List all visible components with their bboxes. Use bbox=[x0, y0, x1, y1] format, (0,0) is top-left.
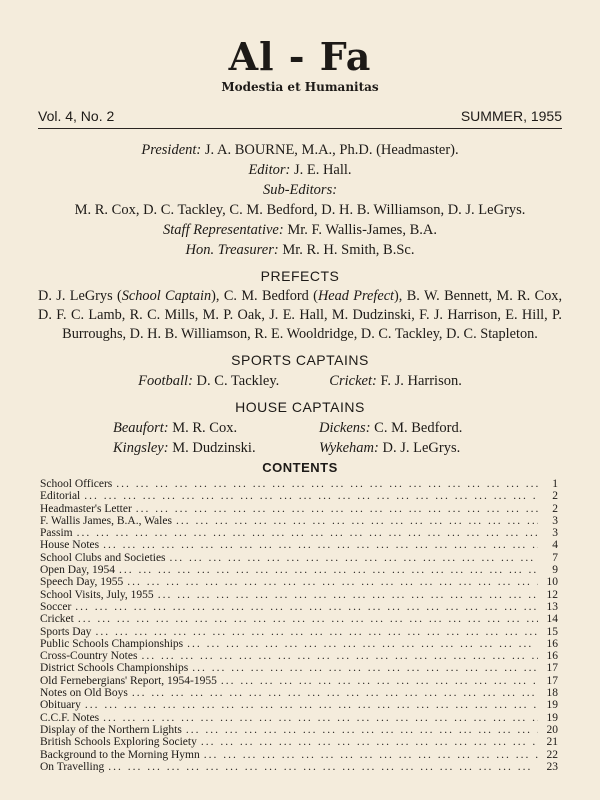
contents-heading: CONTENTS bbox=[262, 460, 338, 475]
toc-title: Soccer bbox=[40, 600, 72, 613]
list-item bbox=[40, 638, 558, 650]
cricket-captain: Cricket: F. J. Harrison. bbox=[329, 373, 462, 389]
list-item bbox=[40, 699, 558, 711]
toc-leader bbox=[141, 650, 538, 662]
list-item bbox=[40, 712, 558, 724]
prefects-list: D. J. LeGrys (School Captain), C. M. Bedford (Head Prefect), B. W. Bennett, M. R. Cox, D. F. C. Lamb, R. C. Mills, M. P. Oak, J. E. Hall, M. Dudzinski, F. J. Harrison, E. Hill, P. Burroughs, D. H. B. Williamson, R. E. Wooldridge, D. C. Tackley, D. C. Stapleton. bbox=[38, 288, 563, 342]
toc-title: Open Day, 1954 bbox=[40, 564, 115, 577]
toc-title: Obituary bbox=[40, 699, 81, 712]
toc-leader bbox=[170, 552, 538, 564]
toc-title: District Schools Championships bbox=[40, 662, 189, 675]
sub-editors-line: M. R. Cox, D. C. Tackley, C. M. Bedford, D. H. B. Williamson, D. J. LeGrys. bbox=[74, 202, 526, 218]
toc-title: Notes on Old Boys bbox=[40, 687, 128, 700]
toc-title: British Schools Exploring Society bbox=[40, 736, 197, 749]
list-item bbox=[40, 749, 558, 761]
toc-leader bbox=[186, 724, 538, 736]
toc-page: 7 bbox=[552, 551, 558, 564]
toc-leader bbox=[103, 712, 538, 724]
toc-page: 2 bbox=[552, 490, 558, 503]
toc-page: 14 bbox=[546, 613, 558, 626]
toc-page: 13 bbox=[546, 600, 558, 613]
toc-leader bbox=[75, 601, 538, 613]
toc-leader bbox=[127, 576, 538, 588]
toc-title: Public Schools Championships bbox=[40, 637, 184, 650]
toc-title: Speech Day, 1955 bbox=[40, 576, 124, 589]
sub-editors-label: Sub-Editors: bbox=[262, 182, 338, 198]
toc-page: 15 bbox=[546, 625, 558, 638]
list-item bbox=[40, 490, 558, 502]
toc-leader bbox=[77, 527, 538, 539]
toc-title: Sports Day bbox=[40, 625, 92, 638]
toc-leader bbox=[119, 564, 538, 576]
school-motto: Modestia et Humanitas bbox=[221, 80, 379, 94]
toc-title: C.C.F. Notes bbox=[40, 711, 100, 724]
toc-title: House Notes bbox=[40, 539, 100, 552]
wykeham-captain: Wykeham: D. J. LeGrys. bbox=[319, 440, 461, 456]
list-item bbox=[40, 675, 558, 687]
list-item bbox=[40, 724, 558, 736]
header-rule bbox=[38, 128, 562, 129]
toc-page: 20 bbox=[546, 723, 558, 736]
toc-title: Editorial bbox=[40, 490, 81, 503]
toc-page: 3 bbox=[552, 527, 558, 540]
toc-page: 21 bbox=[546, 736, 558, 749]
dickens-captain: Dickens: C. M. Bedford. bbox=[319, 420, 463, 436]
list-item bbox=[40, 576, 558, 588]
list-item bbox=[40, 626, 558, 638]
toc-title: Cricket bbox=[40, 613, 74, 626]
house-captains-heading: HOUSE CAPTAINS bbox=[235, 399, 365, 415]
toc-leader bbox=[132, 687, 538, 699]
toc-leader bbox=[192, 662, 538, 674]
list-item bbox=[40, 503, 558, 515]
issue-season: SUMMER, 1955 bbox=[460, 108, 562, 124]
officers-section bbox=[38, 140, 562, 458]
list-item bbox=[40, 662, 558, 674]
toc-page: 2 bbox=[552, 502, 558, 515]
toc-title: Old Fernebergians' Report, 1954-1955 bbox=[40, 674, 217, 687]
toc-leader bbox=[78, 613, 538, 625]
toc-leader bbox=[136, 503, 538, 515]
list-item bbox=[40, 601, 558, 613]
toc-leader bbox=[116, 478, 538, 490]
toc-leader bbox=[95, 626, 538, 638]
toc-title: F. Wallis James, B.A., Wales bbox=[40, 514, 172, 527]
toc-page: 16 bbox=[546, 637, 558, 650]
toc-title: Display of the Northern Lights bbox=[40, 723, 182, 736]
editor-line: Editor: J. E. Hall. bbox=[248, 162, 352, 178]
toc-page: 23 bbox=[546, 760, 558, 773]
list-item bbox=[40, 589, 558, 601]
kingsley-captain: Kingsley: M. Dudzinski. bbox=[113, 440, 256, 456]
toc-title: Cross-Country Notes bbox=[40, 650, 138, 663]
list-item bbox=[40, 761, 558, 773]
toc-leader bbox=[108, 761, 538, 773]
toc-title: School Visits, July, 1955 bbox=[40, 588, 154, 601]
toc-page: 19 bbox=[546, 699, 558, 712]
toc-page: 22 bbox=[546, 748, 558, 761]
prefects-heading: PREFECTS bbox=[260, 268, 340, 284]
toc-leader bbox=[187, 638, 538, 650]
toc-leader bbox=[176, 515, 538, 527]
list-item bbox=[40, 527, 558, 539]
list-item bbox=[40, 478, 558, 490]
list-item bbox=[40, 650, 558, 662]
toc-leader bbox=[201, 736, 538, 748]
toc-leader bbox=[84, 490, 538, 502]
masthead bbox=[0, 36, 600, 94]
toc-leader bbox=[85, 699, 538, 711]
list-item bbox=[40, 552, 558, 564]
football-captain: Football: D. C. Tackley. bbox=[138, 373, 280, 389]
list-item bbox=[40, 687, 558, 699]
list-item bbox=[40, 564, 558, 576]
toc-page: 16 bbox=[546, 650, 558, 663]
toc-page: 1 bbox=[552, 478, 558, 490]
beaufort-captain: Beaufort: M. R. Cox. bbox=[113, 420, 238, 436]
toc-leader bbox=[204, 749, 538, 761]
toc-page: 4 bbox=[552, 539, 558, 552]
list-item bbox=[40, 613, 558, 625]
issue-info bbox=[38, 108, 562, 124]
list-item bbox=[40, 539, 558, 551]
toc-page: 19 bbox=[546, 711, 558, 724]
toc-title: Background to the Morning Hymn bbox=[40, 748, 200, 761]
president-line: President: J. A. BOURNE, M.A., Ph.D. (Headmaster). bbox=[141, 142, 459, 158]
toc-title: Headmaster's Letter bbox=[40, 502, 132, 515]
toc-title: School Officers bbox=[40, 478, 113, 490]
toc-page: 17 bbox=[546, 674, 558, 687]
toc-title: Passim bbox=[40, 527, 73, 540]
toc-page: 12 bbox=[546, 588, 558, 601]
toc-title: School Clubs and Societies bbox=[40, 551, 166, 564]
toc-page: 17 bbox=[546, 662, 558, 675]
volume-number: Vol. 4, No. 2 bbox=[38, 108, 115, 124]
list-item bbox=[40, 515, 558, 527]
house-captains-grid bbox=[38, 418, 562, 458]
staff-rep-line: Staff Representative: Mr. F. Wallis-James, B.A. bbox=[163, 222, 437, 238]
toc-leader bbox=[103, 539, 538, 551]
sports-captains-row bbox=[38, 371, 562, 391]
toc-page: 9 bbox=[552, 564, 558, 577]
sports-captains-heading: SPORTS CAPTAINS bbox=[231, 352, 369, 368]
toc-leader bbox=[158, 589, 538, 601]
toc-leader bbox=[221, 675, 538, 687]
toc-title: On Travelling bbox=[40, 760, 105, 773]
list-item bbox=[40, 736, 558, 748]
toc-page: 18 bbox=[546, 687, 558, 700]
magazine-logo: Al - Fa bbox=[228, 34, 372, 79]
treasurer-line: Hon. Treasurer: Mr. R. H. Smith, B.Sc. bbox=[185, 242, 415, 258]
contents-list bbox=[40, 478, 558, 773]
toc-page: 3 bbox=[552, 514, 558, 527]
toc-page: 10 bbox=[546, 576, 558, 589]
